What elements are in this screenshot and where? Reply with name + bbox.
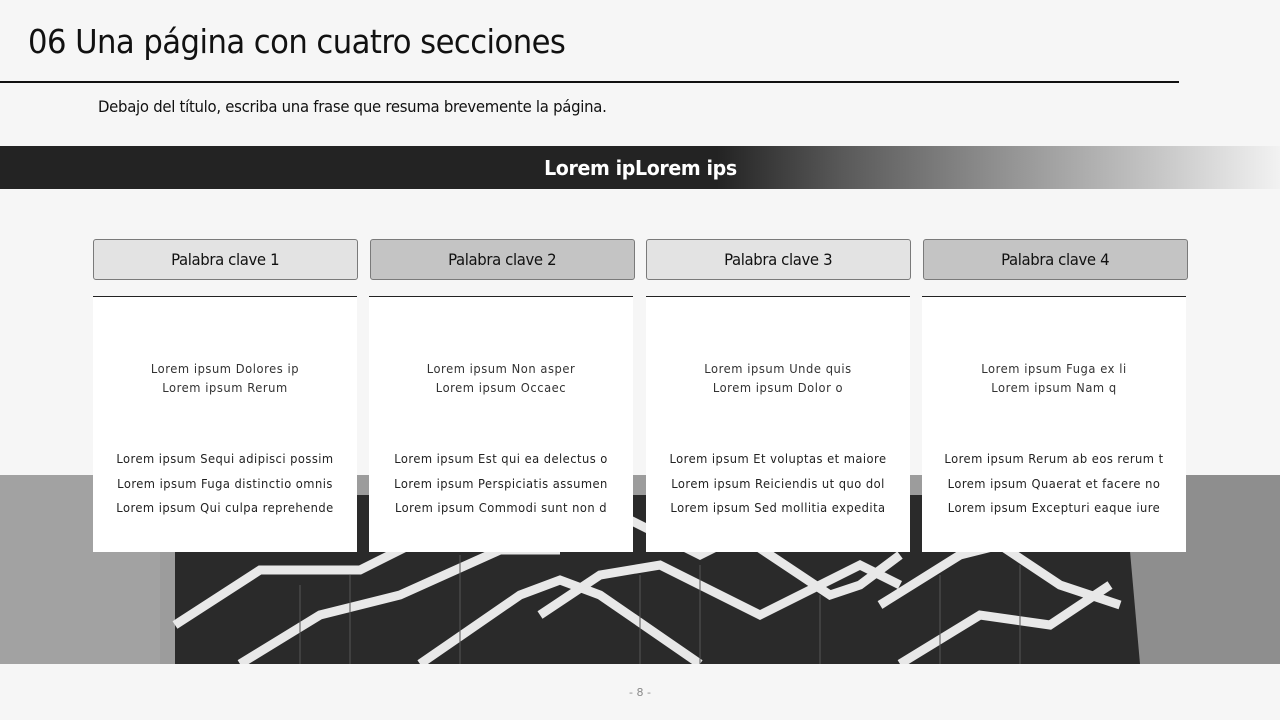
keyword-label: Palabra clave 1 bbox=[171, 250, 280, 269]
card-heading bbox=[93, 359, 357, 397]
keyword-tab-2[interactable] bbox=[370, 239, 635, 280]
title-divider bbox=[0, 81, 1179, 83]
card-heading-line: Lorem ipsum Occaec bbox=[435, 380, 567, 395]
keyword-label: Palabra clave 2 bbox=[448, 250, 557, 269]
card-body bbox=[646, 447, 910, 521]
card-heading bbox=[369, 359, 633, 397]
section-card-1 bbox=[93, 296, 357, 552]
page-number: - 8 - bbox=[629, 686, 651, 699]
card-body-line: Lorem ipsum Fuga distinctio omnis bbox=[117, 475, 333, 491]
card-body bbox=[93, 447, 357, 521]
card-heading-line: Lorem ipsum Dolor o bbox=[712, 380, 844, 395]
card-body-line: Lorem ipsum Perspiciatis assumen bbox=[394, 475, 608, 491]
slide-title: 06 Una página con cuatro secciones bbox=[28, 22, 566, 61]
card-body-line: Lorem ipsum Excepturi eaque iure bbox=[947, 500, 1161, 515]
keyword-tab-3[interactable] bbox=[646, 239, 911, 280]
card-heading-line: Lorem ipsum Dolores ip bbox=[150, 361, 300, 376]
slide-subtitle: Debajo del título, escriba una frase que resuma brevemente la página. bbox=[98, 97, 607, 116]
card-heading-line: Lorem ipsum Nam q bbox=[991, 380, 1117, 395]
section-card-2 bbox=[369, 296, 633, 552]
card-body-line: Lorem ipsum Sed mollitia expedita bbox=[670, 500, 886, 515]
card-heading-line: Lorem ipsum Unde quis bbox=[704, 361, 852, 376]
keyword-tab-1[interactable] bbox=[93, 239, 358, 280]
keyword-label: Palabra clave 3 bbox=[724, 250, 833, 269]
card-heading-line: Lorem ipsum Rerum bbox=[162, 380, 288, 395]
card-heading-line: Lorem ipsum Fuga ex li bbox=[981, 361, 1127, 376]
card-heading bbox=[646, 359, 910, 397]
card-body bbox=[369, 447, 633, 521]
card-body-line: Lorem ipsum Sequi adipisci possim bbox=[116, 451, 334, 466]
card-body bbox=[922, 447, 1186, 521]
section-banner bbox=[0, 146, 1280, 189]
section-card-4 bbox=[922, 296, 1186, 552]
card-body-line: Lorem ipsum Commodi sunt non d bbox=[394, 500, 608, 515]
card-body-line: Lorem ipsum Et voluptas et maiore bbox=[669, 451, 887, 466]
card-body-line: Lorem ipsum Est qui ea delectus o bbox=[394, 451, 608, 466]
card-body-line: Lorem ipsum Quaerat et facere no bbox=[947, 475, 1161, 491]
card-body-line: Lorem ipsum Qui culpa reprehende bbox=[116, 500, 334, 515]
card-body-line: Lorem ipsum Reiciendis ut quo dol bbox=[671, 475, 885, 491]
keyword-tab-4[interactable] bbox=[923, 239, 1188, 280]
card-heading-line: Lorem ipsum Non asper bbox=[426, 361, 576, 376]
section-card-3 bbox=[646, 296, 910, 552]
card-heading bbox=[922, 359, 1186, 397]
keyword-label: Palabra clave 4 bbox=[1001, 250, 1110, 269]
card-body-line: Lorem ipsum Rerum ab eos rerum t bbox=[944, 451, 1164, 466]
banner-text: Lorem ipLorem ips bbox=[543, 155, 737, 180]
